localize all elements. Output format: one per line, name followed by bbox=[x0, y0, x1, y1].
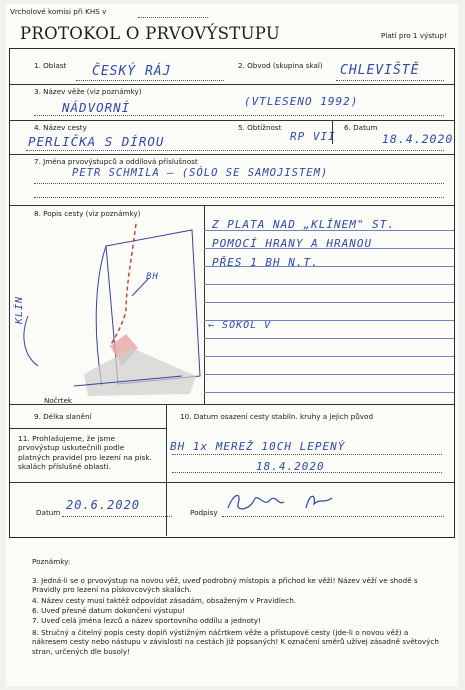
datum2-label: Datum bbox=[36, 508, 61, 517]
divider bbox=[332, 120, 333, 144]
note-3: 3. Jedná-li se o prvovýstup na novou věž, uveď podrobný místopis a přichod ke věži! Název věží ve shodě s Pravidly pro lezení na pískovcových skalách. bbox=[32, 576, 418, 595]
datum2-line bbox=[62, 516, 172, 517]
prvovystupci-line bbox=[34, 197, 444, 198]
note-4: 4. Název cesty musí taktéž odpovídat zásadám, obsaženým v Pravidlech. bbox=[32, 596, 297, 605]
divider bbox=[10, 482, 454, 483]
divider bbox=[10, 84, 454, 85]
osazeni-label: 10. Datum osazení cesty stabiln. kruhy a jejich původ bbox=[180, 412, 374, 421]
divider bbox=[10, 205, 454, 206]
protocol-page bbox=[6, 4, 458, 686]
cesta-value[interactable]: PERLIČKA S DÍROU bbox=[28, 134, 165, 149]
datum-value[interactable]: 18.4.2020 bbox=[382, 132, 454, 146]
podpisy-label: Podpisy bbox=[190, 508, 218, 517]
sketch-klin: KLÍN bbox=[14, 295, 25, 324]
oblast-line bbox=[76, 80, 224, 81]
obvod-line bbox=[336, 80, 444, 81]
note-6: 6. Uveď přesné datum dokončení výstupu! bbox=[32, 606, 185, 615]
divider bbox=[10, 154, 454, 155]
osazeni-line bbox=[172, 454, 442, 455]
popis-label: 8. Popis cesty (viz poznámky) bbox=[34, 209, 141, 218]
desc-line bbox=[204, 302, 454, 303]
prvovystupci-value[interactable]: PETR SCHMILA — (SÓLO SE SAMOJISTEM) bbox=[72, 167, 329, 179]
veze-label: 3. Název věže (viz poznámky) bbox=[34, 87, 142, 96]
veze-line bbox=[34, 115, 444, 116]
note-8: 8. Stručný a čitelný popis cesty doplň výstižným náčrtkem věže a přístupové cesty (jde-li o novou věž) a nákresem cesty nebo nástupu v závislosti na cestách již popsaných! K označení směrů užívej zásadně světových stran, určených dle busoly! bbox=[32, 628, 439, 656]
obtiznost-value[interactable]: RP VII bbox=[290, 130, 336, 143]
desc-line bbox=[204, 356, 454, 357]
oblast-label: 1. Oblast bbox=[34, 61, 67, 70]
note-7: 7. Uveď celá jména lezců a název sportovního oddílu a jednoty! bbox=[32, 616, 261, 625]
divider bbox=[10, 404, 454, 405]
slaneni-label: 9. Délka slanění bbox=[34, 412, 92, 421]
veze-extra: (VTLESENO 1992) bbox=[244, 95, 359, 108]
datum2-value[interactable]: 20.6.2020 bbox=[66, 498, 141, 512]
desc-line bbox=[204, 284, 454, 285]
obvod-value[interactable]: CHLEVIŠTĚ bbox=[340, 63, 420, 78]
oblast-value[interactable]: ČESKÝ RÁJ bbox=[92, 64, 172, 79]
osazeni-date[interactable]: 18.4.2020 bbox=[256, 460, 325, 473]
sketch-caption: Nočrtek bbox=[44, 396, 73, 405]
desc-text-1[interactable]: Z PLATA NAD „KLÍNEM" ST. bbox=[212, 218, 395, 231]
sokol-text: SOKOL V bbox=[222, 320, 272, 331]
osazeni-line bbox=[172, 472, 442, 473]
desc-line bbox=[204, 392, 454, 393]
desc-text-2[interactable]: POMOCÍ HRANY A HRANOU bbox=[212, 237, 373, 250]
obtiznost-label: 5. Obtížnost bbox=[238, 123, 282, 132]
prohlaseni-text: 11. Prohlašujeme, že jsme prvovýstup uskutečnili podle platných pravidel pro lezení na pisk. skalách příslušné oblasti. bbox=[18, 434, 152, 472]
page-title: PROTOKOL O PRVOVÝSTUPU bbox=[20, 24, 281, 43]
desc-line bbox=[204, 338, 454, 339]
prvovystupci-label: 7. Jména prvovýstupců a oddílová příslušnost bbox=[34, 157, 198, 166]
datum-label: 6. Datum bbox=[344, 123, 378, 132]
notes-title: Poznámky: bbox=[32, 557, 71, 566]
cesta-line bbox=[26, 150, 444, 151]
osazeni-value[interactable]: BH 1x MEREŽ 10CH LEPENÝ bbox=[170, 440, 346, 453]
cesta-label: 4. Název cesty bbox=[34, 123, 87, 132]
prvovystupci-line bbox=[34, 183, 444, 184]
sketch-bh: BH bbox=[146, 272, 159, 282]
desc-line bbox=[204, 374, 454, 375]
desc-text-3[interactable]: PŘES 1 BH N.T. bbox=[212, 256, 319, 269]
divider bbox=[10, 120, 454, 121]
committee-line bbox=[138, 17, 208, 18]
committee-label: Vrcholové komisi při KHS v bbox=[10, 7, 107, 16]
podpisy-line bbox=[222, 516, 444, 517]
divider bbox=[10, 428, 166, 429]
desc-sokol: ← SOKOL V bbox=[208, 320, 272, 331]
valid-note: Platí pro 1 výstup! bbox=[381, 31, 447, 40]
veze-value[interactable]: NÁDVORNÍ bbox=[62, 100, 131, 115]
signature bbox=[224, 486, 344, 516]
obvod-label: 2. Obvod (skupina skal) bbox=[238, 61, 323, 70]
route-sketch bbox=[14, 216, 204, 406]
